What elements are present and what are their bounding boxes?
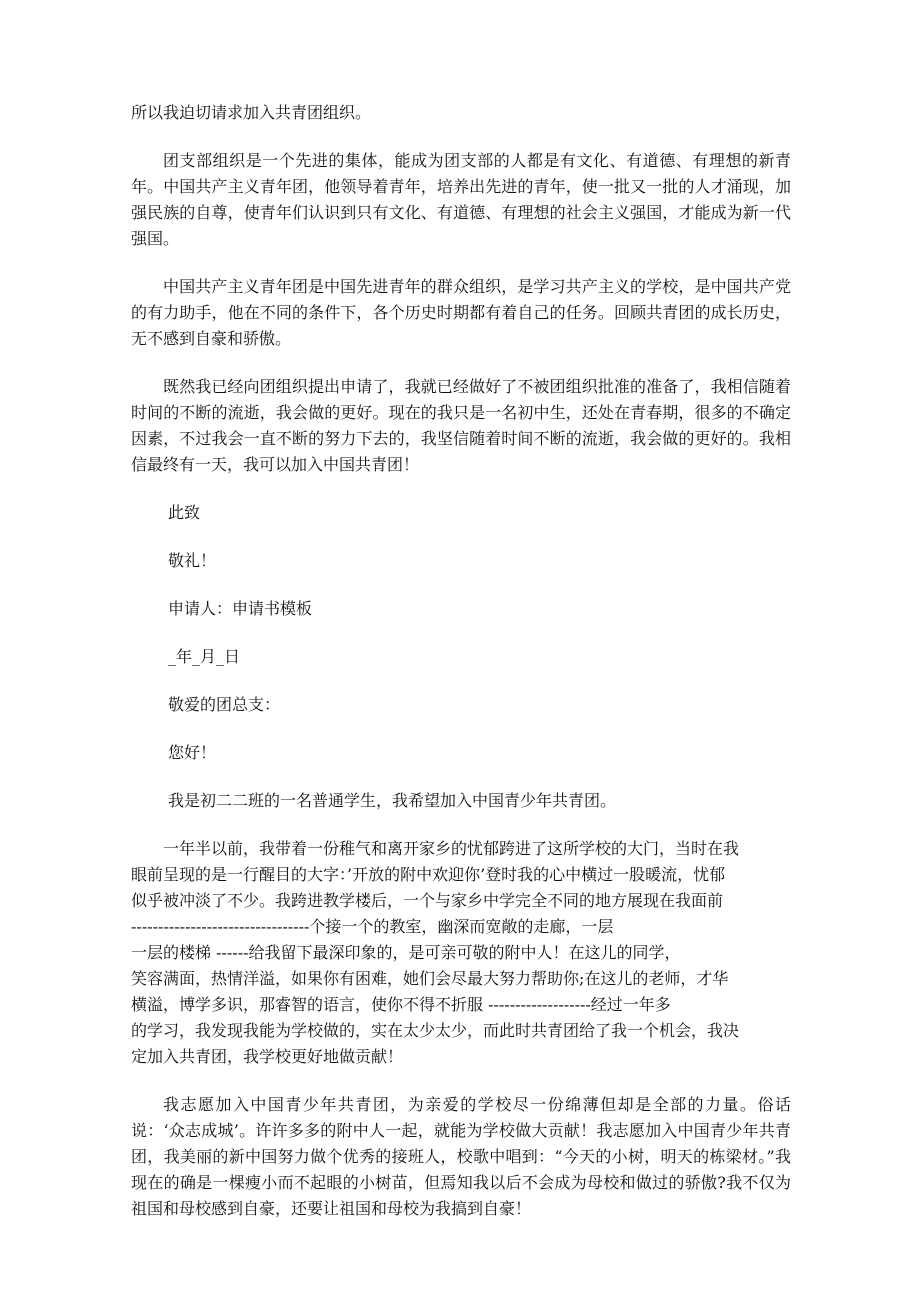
story-line: 一年半以前，我带着一份稚气和离开家乡的忧郁跨进了这所学校的大门，当时在我: [163, 839, 740, 858]
story-line: 横溢，博学多识，那睿智的语言，使你不得不折服 -------------------经过一年多: [131, 995, 671, 1014]
paragraph-commitment: 既然我已经向团组织提出申请了，我就已经做好了不被团组织批准的准备了，我相信随着时间的不断的流逝，我会做的更好。现在的我只是一名初中生，还处在青春期，很多的不确定因素，不过我会一直不断的努力下去的，我坚信随着时间不断的流逝，我会做的更好的。我相信最终有一天，我可以加入中国共青团！: [131, 377, 791, 474]
hello-line: 您好！: [168, 743, 217, 762]
story-line: ---------------------------------个接一个的教室，幽深而宽敞的走廊，一层: [131, 917, 614, 936]
applicant-line: 申请人：申请书模板: [168, 599, 313, 618]
paragraph-opening: 所以我迫切请求加入共青团组织。: [131, 103, 372, 122]
closing-regards: 敬礼！: [168, 551, 217, 570]
paragraph-final: 我志愿加入中国青少年共青团，为亲爱的学校尽一份绵薄但却是全部的力量。俗话说：‘众志成城’。许许多多的附中人一起，就能为学校做大贡献！我志愿加入中国青少年共青团，我美丽的新中国努力做个优秀的接班人，校歌中唱到：“今天的小树，明天的栋梁材。”我现在的确是一棵瘦小而不起眼的小树苗，但焉知我以后不会成为母校和做过的骄傲?我不仅为祖国和母校感到自豪，还要让祖国和母校为我搞到自豪！: [131, 1095, 791, 1218]
story-line: 定加入共青团，我学校更好地做贡献！: [131, 1047, 404, 1066]
paragraph-school-story: [131, 836, 791, 1070]
document-page: [131, 100, 791, 1244]
closing-salutation: 此致: [168, 503, 201, 522]
paragraph-league-branch: 团支部组织是一个先进的集体，能成为团支部的人都是有文化、有道德、有理想的新青年。中国共产主义青年团，他领导着青年，培养出先进的青年，使一批又一批的人才涌现，加强民族的自尊，使青年们认识到只有文化、有道德、有理想的社会主义强国，才能成为新一代强国。: [131, 151, 791, 248]
paragraph-youth-league: 中国共产主义青年团是中国先进青年的群众组织，是学习共产主义的学校，是中国共产党的有力助手，他在不同的条件下，各个历史时期都有着自己的任务。回顾共青团的成长历史，无不感到自豪和骄傲。: [131, 277, 791, 348]
intro-line: 我是初二二班的一名普通学生，我希望加入中国青少年共青团。: [168, 791, 617, 810]
story-line: 一层的楼梯 ------给我留下最深印象的，是可亲可敬的附中人！在这儿的同学，: [131, 943, 681, 962]
story-line: 似乎被冲淡了不少。我跨进教学楼后，一个与家乡中学完全不同的地方展现在我面前: [131, 891, 724, 910]
story-line: 眼前呈现的是一行醒目的大字：’开放的附中欢迎你’登时我的心中横过一股暖流，忧郁: [131, 865, 726, 884]
greeting-line: 敬爱的团总支：: [168, 695, 281, 714]
story-line: 笑容满面，热情洋溢，如果你有困难，她们会尽最大努力帮助你;在这儿的老师，才华: [131, 969, 729, 988]
story-line: 的学习，我发现我能为学校做的，实在太少太少，而此时共青团给了我一个机会，我决: [131, 1021, 740, 1040]
date-line: _年_月_日: [168, 647, 241, 666]
